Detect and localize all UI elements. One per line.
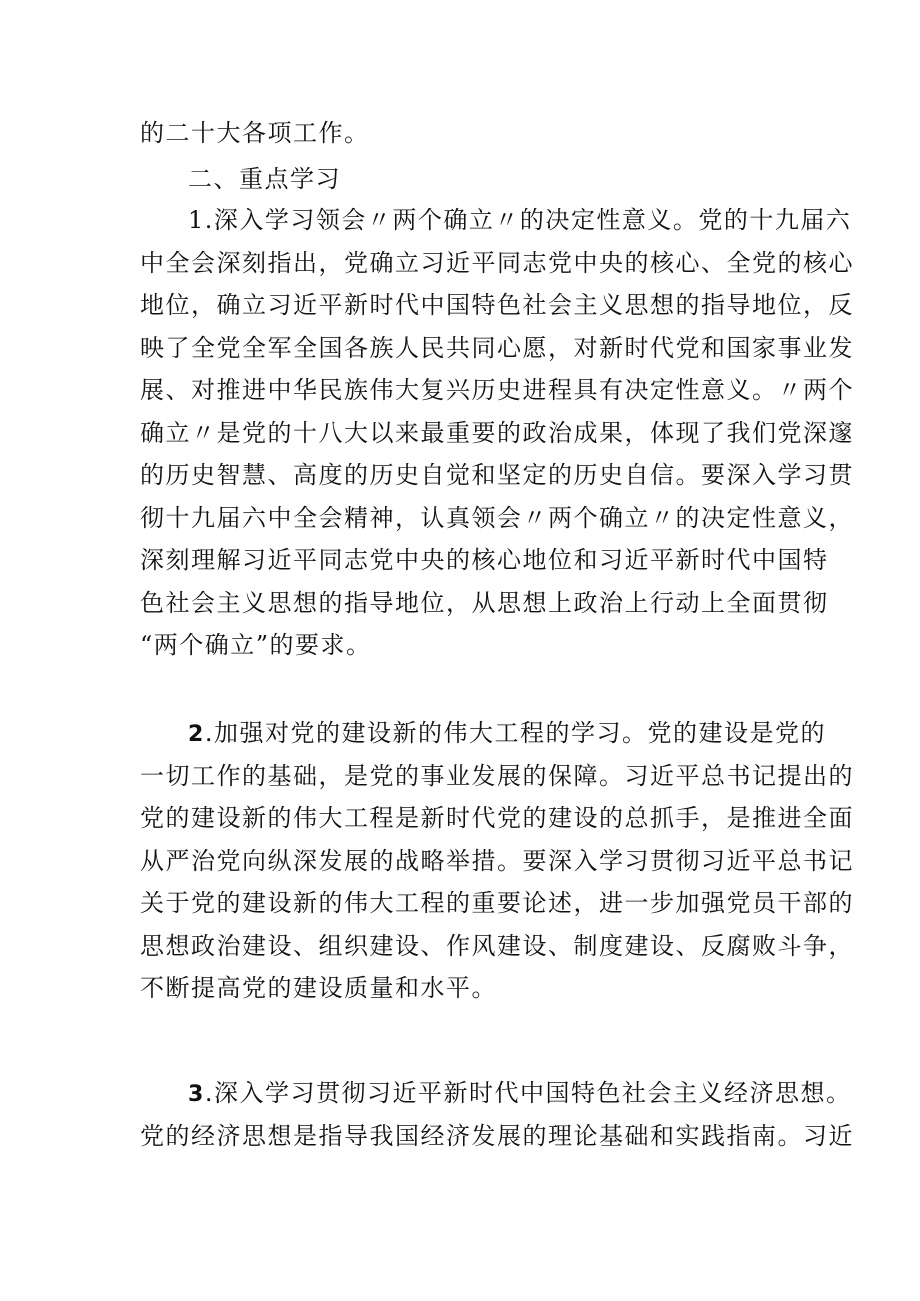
text-line: 从严治党向纵深发展的战略举措。要深入学习贯彻习近平总书记 xyxy=(140,846,854,875)
text-line: 关于党的建设新的伟大工程的重要论述，进一步加强党员干部的 xyxy=(140,889,854,917)
continuation-paragraph xyxy=(140,112,780,155)
paragraph-1 xyxy=(140,199,854,667)
text-line: “两个确立”的要求。 xyxy=(140,631,372,659)
paragraph-2 xyxy=(140,712,854,1010)
text-line xyxy=(140,712,826,755)
text-line: 展、对推进中华民族伟大复兴历史进程具有决定性意义。〃两个 xyxy=(140,376,854,404)
text-line: 映了全党全军全国各族人民共同心愿，对新时代党和国家事业发 xyxy=(140,333,854,362)
paragraph-number: 2 xyxy=(188,722,205,747)
text-line: 党的经济思想是指导我国经济发展的理论基础和实践指南。习近 xyxy=(140,1121,854,1150)
text-line: 深刻理解习近平同志党中央的核心地位和习近平新时代中国特 xyxy=(140,546,829,574)
paragraph-3 xyxy=(140,1072,854,1157)
line-text: .深入学习贯彻习近平新时代中国特色社会主义经济思想。 xyxy=(204,1079,852,1107)
text-line xyxy=(140,1072,852,1115)
text-line: 中全会深刻指出，党确立习近平同志党中央的核心、全党的核心 xyxy=(140,248,854,277)
text-line: 的历史智慧、高度的历史自觉和坚定的历史自信。要深入学习贯 xyxy=(140,461,854,489)
text-line: 色社会主义思想的指导地位，从思想上政治上行动上全面贯彻 xyxy=(140,588,829,617)
section-heading xyxy=(140,158,780,201)
heading-text: 二、重点学习 xyxy=(188,165,341,193)
text-line: 党的建设新的伟大工程是新时代党的建设的总抓手，是推进全面 xyxy=(140,804,854,832)
text-line: 思想政治建设、组织建设、作风建设、制度建设、反腐败斗争， xyxy=(140,931,854,960)
text-line: 的二十大各项工作。 xyxy=(140,119,370,147)
text-line: 确立〃是党的十八大以来最重要的政治成果，体现了我们党深邃 xyxy=(140,418,854,447)
text-line: 彻十九届六中全会精神，认真领会〃两个确立〃的决定性意义， xyxy=(140,503,854,532)
line-text: 深入学习领会〃两个确立〃的决定性意义。党的十九届六 xyxy=(213,206,852,234)
paragraph-number: 3 xyxy=(188,1082,205,1107)
text-line: 地位，确立习近平新时代中国特色社会主义思想的指导地位，反 xyxy=(140,291,854,319)
text-line xyxy=(140,199,852,242)
paragraph-number: 1. xyxy=(188,206,214,234)
text-line: 一切工作的基础，是党的事业发展的保障。习近平总书记提出的 xyxy=(140,761,854,790)
line-text: .加强对党的建设新的伟大工程的学习。党的建设是党的 xyxy=(204,719,826,747)
text-line: 不断提高党的建设质量和水平。 xyxy=(140,974,497,1002)
